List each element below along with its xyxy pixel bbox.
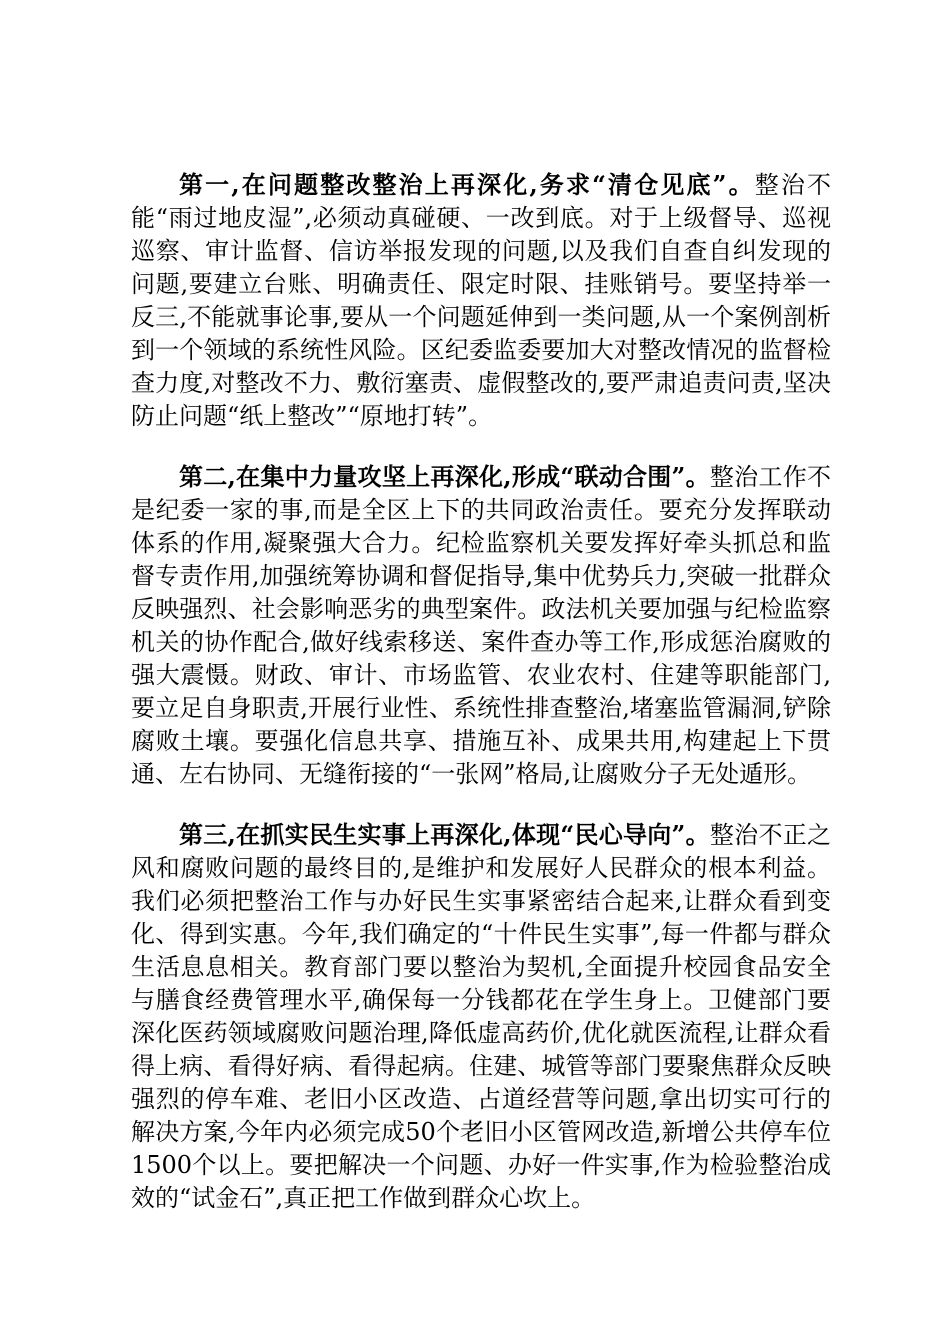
paragraph-2 — [131, 460, 831, 791]
paragraph-3-heading: 第三,在抓实民生实事上再深化,体现“民心导向”。 — [179, 820, 710, 849]
document-page — [131, 168, 831, 1242]
paragraph-2-body: 整治工作不是纪委一家的事,而是全区上下的共同政治责任。要充分发挥联动体系的作用,凝聚强大合力。纪检监察机关要发挥好牵头抓总和监督专责作用,加强统筹协调和督促指导,集中优势兵力,突破一批群众反映强烈、社会影响恶劣的典型案件。政法机关要加强与纪检监察机关的协作配合,做好线索移送、案件查办等工作,形成惩治腐败的强大震慑。财政、审计、市场监管、农业农村、住建等职能部门,要立足自身职责,开展行业性、系统性排查整治,堵塞监管漏洞,铲除腐败土壤。要强化信息共享、措施互补、成果共用,构建起上下贯通、左右协同、无缝衔接的“一张网”格局,让腐败分子无处遁形。 — [131, 463, 832, 788]
paragraph-2-heading: 第二,在集中力量攻坚上再深化,形成“联动合围”。 — [179, 462, 710, 491]
paragraph-1 — [131, 168, 831, 433]
paragraph-1-heading: 第一,在问题整改整治上再深化,务求“清仓见底”。 — [179, 170, 755, 199]
paragraph-3-body: 整治不正之风和腐败问题的最终目的,是维护和发展好人民群众的根本利益。我们必须把整治工作与办好民生实事紧密结合起来,让群众看到变化、得到实惠。今年,我们确定的“十件民生实事”,每一件都与群众生活息息相关。教育部门要以整治为契机,全面提升校园食品安全与膳食经费管理水平,确保每一分钱都花在学生身上。卫健部门要深化医药领域腐败问题治理,降低虚高药价,优化就医流程,让群众看得上病、看得好病、看得起病。住建、城管等部门要聚焦群众反映强烈的停车难、老旧小区改造、占道经营等问题,拿出切实可行的解决方案,今年内必须完成50个老旧小区管网改造,新增公共停车位1500个以上。要把解决一个问题、办好一件实事,作为检验整治成效的“试金石”,真正把工作做到群众心坎上。 — [131, 821, 832, 1212]
paragraph-1-body: 整治不能“雨过地皮湿”,必须动真碰硬、一改到底。对于上级督导、巡视巡察、审计监督、信访举报发现的问题,以及我们自查自纠发现的问题,要建立台账、明确责任、限定时限、挂账销号。要坚持举一反三,不能就事论事,要从一个问题延伸到一类问题,从一个案例剖析到一个领域的系统性风险。区纪委监委要加大对整改情况的监督检查力度,对整改不力、敷衍塞责、虚假整改的,要严肃追责问责,坚决防止问题“纸上整改”“原地打转”。 — [131, 171, 832, 430]
paragraph-3 — [131, 818, 831, 1215]
